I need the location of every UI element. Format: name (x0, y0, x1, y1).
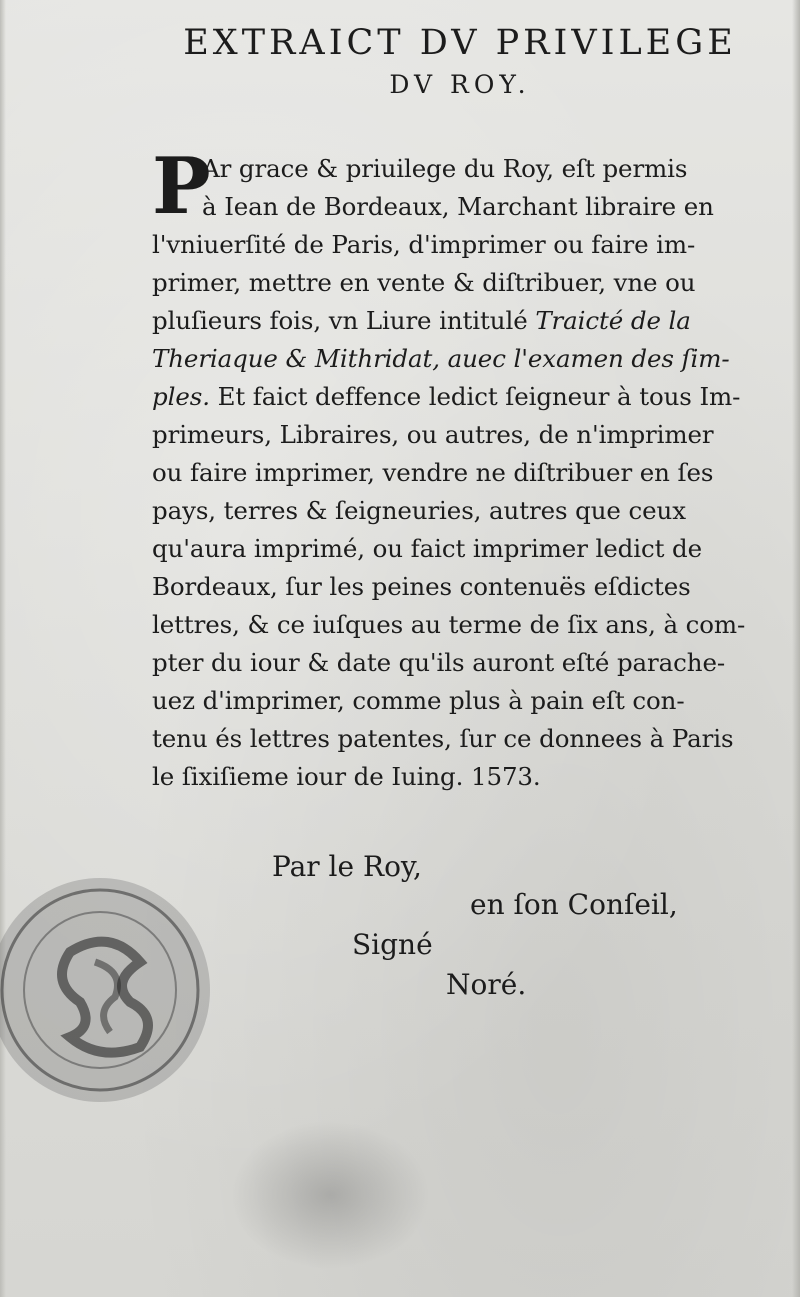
page-edge-shadow (792, 0, 800, 1297)
text-line: lettres, & ce iuſques au terme de ſix ans, à com- (152, 610, 746, 639)
text-line: Ar grace & priuilege du Roy, eſt permis (202, 154, 688, 183)
text-line: primer, mettre en vente & diſtribuer, vne ou (152, 268, 696, 297)
text-line: ou faire imprimer, vendre ne diſtribuer en ſes (152, 458, 714, 487)
text-line (152, 378, 780, 416)
text-line: à Iean de Bordeaux, Marchant libraire en (202, 192, 714, 221)
text-line: l'vniuerſité de Paris, d'imprimer ou faire im- (152, 230, 696, 259)
text-line: uez d'imprimer, comme plus à pain eſt con- (152, 686, 685, 715)
text-line: primeurs, Libraires, ou autres, de n'imprimer (152, 420, 714, 449)
text-line: tenu és lettres patentes, ſur ce donnees à Paris (152, 724, 734, 753)
text-line: Theriaque & Mithridat, auec l'examen des ſim- (152, 344, 730, 373)
text-line: le ſixiſieme iour de Iuing. 1573. (152, 762, 541, 791)
text-line (152, 302, 780, 340)
signature-line: Noré. (446, 968, 527, 1001)
document-title: EXTRAICT DV PRIVILEGE (183, 23, 737, 63)
text-line: pays, terres & ſeigneuries, autres que ceux (152, 496, 686, 525)
text-run: ples. (152, 382, 210, 411)
signature-line: en ſon Conſeil, (470, 888, 678, 921)
signature-line: Signé (352, 928, 433, 961)
ink-smudge (230, 1120, 430, 1270)
library-stamp-icon (0, 872, 214, 1108)
signature-line: Par le Roy, (272, 850, 422, 883)
text-line: qu'aura imprimé, ou faict imprimer ledict de (152, 534, 702, 563)
book-title: Traicté de la (535, 306, 691, 335)
drop-cap: P (152, 141, 211, 232)
text-line: Bordeaux, ſur les peines contenuës eſdictes (152, 572, 691, 601)
text-run: pluſieurs fois, vn Liure intitulé (152, 306, 528, 335)
text-run: Et faict deffence ledict ſeigneur à tous Im- (209, 382, 741, 411)
document-subtitle: DV ROY. (389, 70, 531, 99)
privilege-text (152, 141, 780, 796)
text-line: pter du iour & date qu'ils auront eſté parache- (152, 648, 726, 677)
